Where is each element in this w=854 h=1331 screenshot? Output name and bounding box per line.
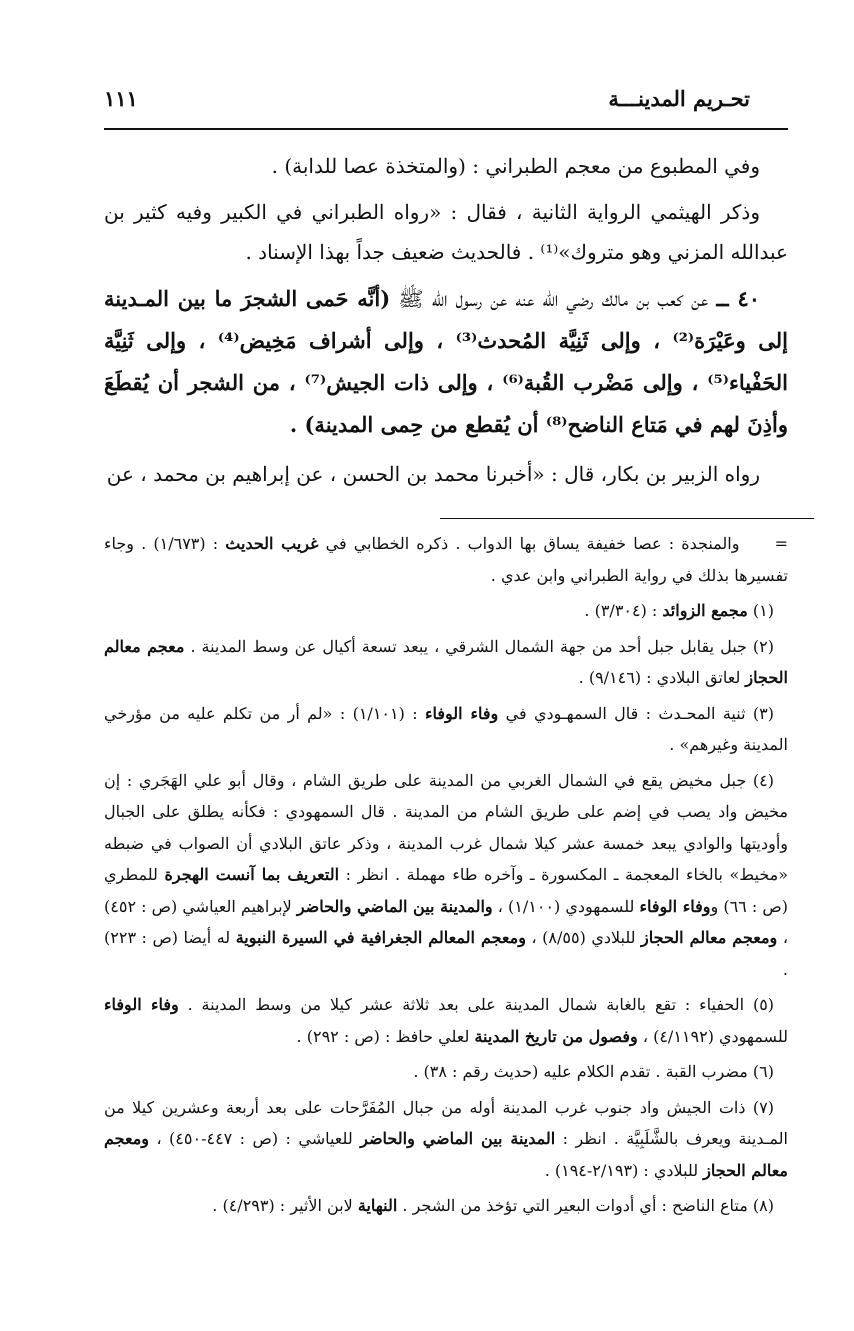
- footnote-1: (١) مجمع الزوائد : (٣/٣٠٤) .: [584, 601, 774, 620]
- page-header: [104, 82, 750, 116]
- footnote-5: (٥) الحفياء : تقع بالغابة شمال المدينة على بعد ثلاثة عشر كيلا من وسط المدينة . وفاء الوفاء للسمهودي (٤/١١٩٢) ، وفصول من تاريخ المدينة لعلي حافظ : (ص : ٢٩٢) .: [104, 995, 788, 1046]
- footnote-6: (٦) مضرب القبة . تقدم الكلام عليه (حديث رقم : ٣٨) .: [413, 1062, 774, 1081]
- footnote-2: (٢) جبل يقابل جبل أحد من جهة الشمال الشرقي ، يبعد تسعة أكيال عن وسط المدينة . معجم معالم الحجاز لعاتق البلادي : (٩/١٤٦) .: [104, 636, 788, 687]
- footnote-8: (٨) متاع الناضح : أي أدوات البعير التي تؤخذ من الشجر . النهاية لابن الأثير : (٤/٢٩٣) .: [212, 1196, 774, 1215]
- main-text: [104, 146, 788, 500]
- footnote-continuation: = والمنجدة : عصا خفيفة يساق بها الدواب . ذكره الخطابي في غريب الحديث : (١/٦٧٣) . وجاء تفسيرها بذلك في رواية الطبراني وابن عدي .: [104, 534, 789, 585]
- running-title: تحـريم المدينـــة: [608, 86, 750, 111]
- footnote-separator: [440, 518, 814, 519]
- paragraph-zubair: رواه الزبير بن بكار، قال : «أخبرنا محمد بن الحسن ، عن إبراهيم بن محمد ، عن: [106, 462, 760, 486]
- hadith-text: (أنَّه حَمى الشجرَ ما بين المـدينة إلى وعَيْرَة⁽²⁾ ، وإلى ثَنِيَّة المُحدث⁽³⁾ ، وإلى أشراف مَخِيض⁽⁴⁾ ، وإلى ثَنِيَّة الحَفْياء⁽⁵⁾ ، وإلى مَضْرب القُبة⁽⁶⁾ ، وإلى ذات الجيش⁽⁷⁾ ، من الشجر أن يُقطَعَ وأذِنَ لهم في مَتاع الناضح⁽⁸⁾ أن يُقطع من حِمى المدينة) .: [104, 286, 789, 437]
- footnote-3: (٣) ثنية المحـدث : قال السمهـودي في وفاء الوفاء : (١/١٠١) : «لم أر من تكلم عليه من مؤرخي المدينة وغيرهم» .: [104, 703, 788, 754]
- hadith-number: ٤٠ ــ: [716, 286, 760, 311]
- hadith-40: [104, 278, 788, 446]
- page-number: ١١١: [104, 86, 138, 111]
- footnote-7: (٧) ذات الجيش واد جنوب غرب المدينة أوله من جبال المُفَرَّحات على بعد أربعة وعشرين كيلا من المـدينة ويعرف بالشَّلَبِيَّة . انظر : المدينة بين الماضي والحاضر للعياشي : (ص : ٤٤٧-٤٥٠) ، ومعجم معالم الحجاز للبلادي : (٢/١٩٣-١٩٤) .: [104, 1097, 788, 1180]
- continuation-mark: =: [774, 534, 789, 553]
- paragraph-haythami: وذكر الهيثمي الرواية الثانية ، فقال : «رواه الطبراني في الكبير وفيه كثير بن عبدالله المزني وهو متروك»⁽¹⁾ . فالحديث ضعيف جداً بهذا الإسناد .: [104, 200, 788, 264]
- footnote-4: (٤) جبل مخيض يقع في الشمال الغربي من المدينة على طريق الشام ، وقال أبو علي الهَجَري : إن مخيض واد يصب في إضم على طريق الشام من المدينة . قال السمهودي : فكأنه يطلق على الجبال وأوديتها والوادي يبعد خمسة عشر كيلا شمال غرب المدينة ، وذكر عاتق البلادي أن الصواب في ضبطه «مخيط» بالخاء المعجمة ـ المكسورة ـ وآخره طاء مهملة . انظر : التعريف بما آنست الهجرة للمطري (ص : ٦٦) ووفاء الوفاء للسمهودي (١/١٠٠) ، والمدينة بين الماضي والحاضر لإبراهيم العياشي (ص : ٤٥٢) ، ومعجم معالم الحجاز للبلادي (٨/٥٥) ، ومعجم المعالم الجغرافية في السيرة النبوية له أيضا (ص : ٢٢٣) .: [104, 770, 789, 979]
- footnotes: [104, 528, 788, 1226]
- hadith-intro: عن كعب بن مالك رضي الله عنه عن رسول الله ﷺ: [398, 287, 709, 311]
- header-rule: [104, 128, 788, 130]
- paragraph-tabarani-print: وفي المطبوع من معجم الطبراني : (والمتخذة عصا للدابة) .: [271, 154, 760, 178]
